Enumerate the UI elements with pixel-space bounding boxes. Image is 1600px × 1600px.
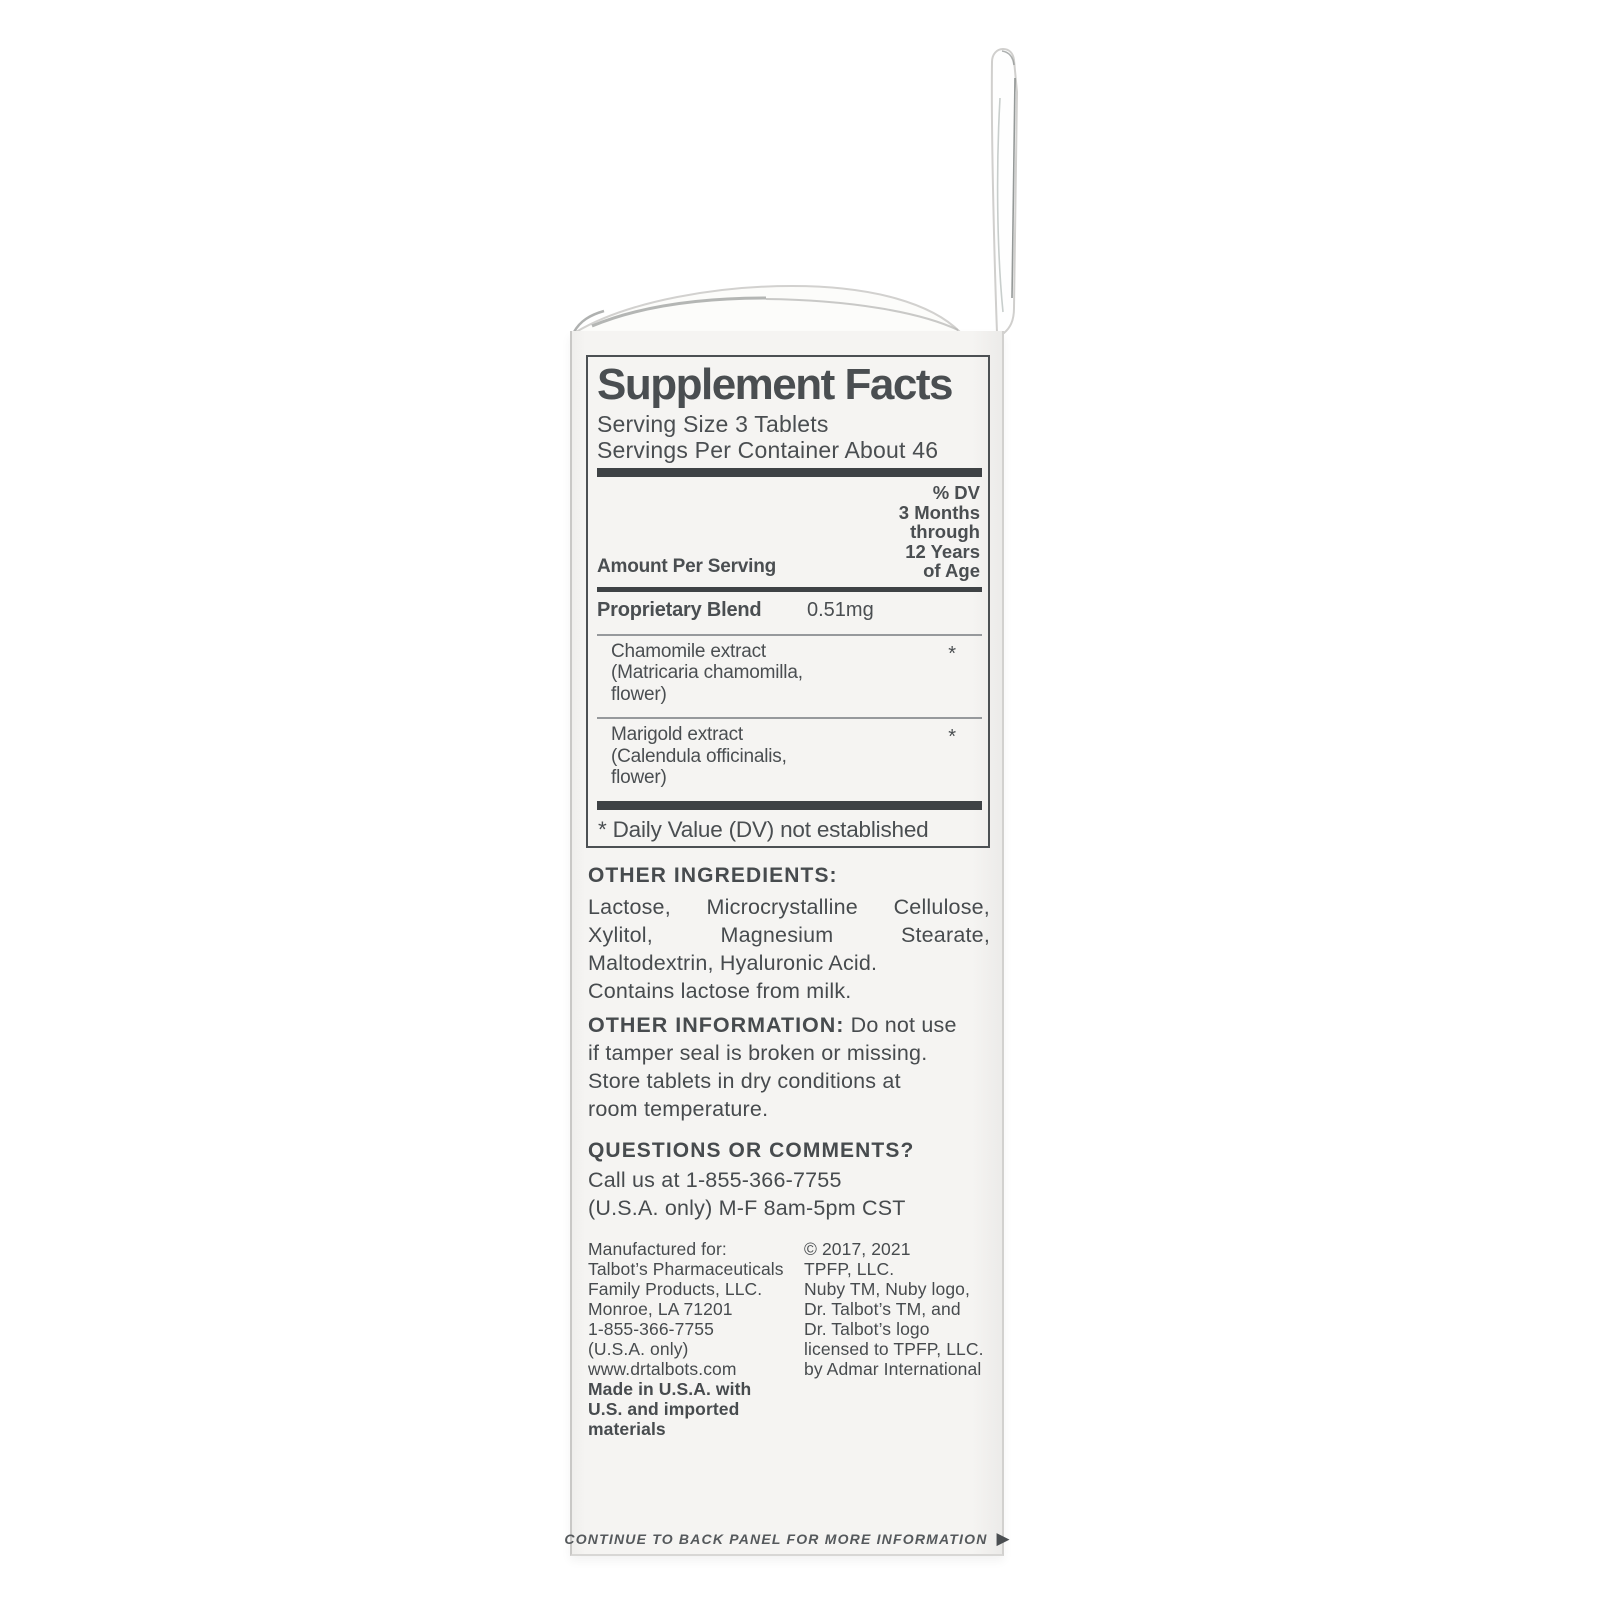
ingredient-row-marigold: [597, 719, 982, 801]
manufacturer-left-column: [588, 1239, 804, 1439]
ingredient-name-line: flower): [611, 683, 667, 705]
copyright-line: by Admar International: [804, 1359, 982, 1379]
copyright-column: [804, 1239, 990, 1439]
facts-header-row: [597, 477, 982, 581]
manufacturer-line: www.drtalbots.com: [588, 1359, 737, 1379]
proprietary-blend-amount: 0.51mg: [807, 598, 874, 621]
proprietary-blend-name: Proprietary Blend: [597, 598, 762, 621]
divider-bar-thick-bottom: [597, 801, 982, 810]
amount-per-serving-label: Amount Per Serving: [597, 555, 777, 577]
supplement-facts-title: Supplement Facts: [597, 360, 952, 409]
ingredients-line: Xylitol, Magnesium Stearate,: [588, 923, 990, 947]
ingredient-name-line: (Matricaria chamomilla,: [611, 662, 803, 683]
percent-dv-header: [899, 477, 982, 581]
manufacturer-line: Talbot’s Pharmaceuticals: [588, 1259, 784, 1279]
manufacturer-line: Manufactured for:: [588, 1239, 727, 1259]
copyright-line: Dr. Talbot’s logo: [804, 1319, 930, 1339]
copyright-line: licensed to TPFP, LLC.: [804, 1339, 984, 1359]
supplement-facts-box: [586, 355, 990, 848]
copyright-line: Dr. Talbot’s TM, and: [804, 1299, 961, 1319]
questions-section: [588, 1139, 990, 1222]
manufacturer-line: Monroe, LA 71201: [588, 1299, 733, 1319]
made-in-usa-line: materials: [588, 1419, 666, 1439]
copyright-line: Nuby TM, Nuby logo,: [804, 1279, 970, 1299]
servings-per-container-line: Servings Per Container About 46: [597, 437, 939, 463]
other-ingredients-heading: OTHER INGREDIENTS:: [588, 864, 838, 887]
ingredient-row-chamomile: [597, 636, 982, 718]
questions-line: Call us at 1-855-366-7755: [588, 1168, 842, 1192]
questions-heading: QUESTIONS OR COMMENTS?: [588, 1139, 915, 1162]
continue-strip: [564, 1529, 1010, 1548]
ingredients-line: Lactose, Microcrystalline Cellulose,: [588, 895, 990, 919]
divider-bar-thick-top: [597, 468, 982, 477]
dv-header-line: of Age: [923, 560, 980, 581]
manufacturer-line: (U.S.A. only): [588, 1339, 689, 1359]
lid-shape: [576, 286, 960, 332]
ingredient-name: [611, 641, 803, 706]
made-in-usa-line: U.S. and imported: [588, 1399, 740, 1419]
box-side-panel: [564, 331, 1010, 1556]
dv-footnote: * Daily Value (DV) not established: [598, 816, 929, 842]
dv-asterisk: *: [948, 726, 956, 748]
other-information-section: [588, 1011, 990, 1123]
ingredient-name-line: flower): [611, 767, 667, 788]
other-information-line: if tamper seal is broken or missing.: [588, 1041, 928, 1065]
manufacturer-line: Family Products, LLC.: [588, 1279, 763, 1299]
ingredients-line: Contains lactose from milk.: [588, 979, 852, 1003]
continue-text: CONTINUE TO BACK PANEL FOR MORE INFORMATION: [564, 1531, 988, 1547]
copyright-line: TPFP, LLC.: [804, 1259, 895, 1279]
made-in-usa-line: Made in U.S.A. with: [588, 1379, 752, 1399]
other-information-line: Store tablets in dry conditions at: [588, 1069, 901, 1093]
ingredients-line: Maltodextrin, Hyaluronic Acid.: [588, 951, 878, 975]
copyright-line: © 2017, 2021: [804, 1239, 911, 1259]
ingredient-name-line: Chamomile extract: [611, 640, 766, 662]
questions-line: (U.S.A. only) M-F 8am-5pm CST: [588, 1196, 906, 1220]
other-information-text: Do not use: [844, 1013, 957, 1037]
dv-header-line: through: [910, 521, 980, 542]
other-information-line: room temperature.: [588, 1097, 769, 1121]
dv-header-line: % DV: [932, 482, 980, 503]
continue-arrow-icon: ▶: [996, 1529, 1010, 1548]
manufacturer-block: [588, 1239, 990, 1439]
manufacturer-line: 1-855-366-7755: [588, 1319, 714, 1339]
dv-asterisk: *: [948, 642, 956, 665]
box-top-flap-graphic: [540, 20, 1060, 370]
ingredient-name-line: (Calendula officinalis,: [611, 745, 787, 767]
other-information-heading: OTHER INFORMATION:: [588, 1013, 845, 1037]
proprietary-blend-row: [597, 592, 982, 634]
other-information-line: [588, 1011, 990, 1039]
dv-header-line: 3 Months: [898, 501, 980, 523]
ingredient-name: [611, 724, 787, 789]
serving-size-line: Serving Size 3 Tablets: [597, 411, 829, 437]
ingredient-name-line: Marigold extract: [611, 724, 743, 745]
other-ingredients-section: [588, 864, 990, 1005]
dv-header-line: 12 Years: [905, 540, 980, 562]
